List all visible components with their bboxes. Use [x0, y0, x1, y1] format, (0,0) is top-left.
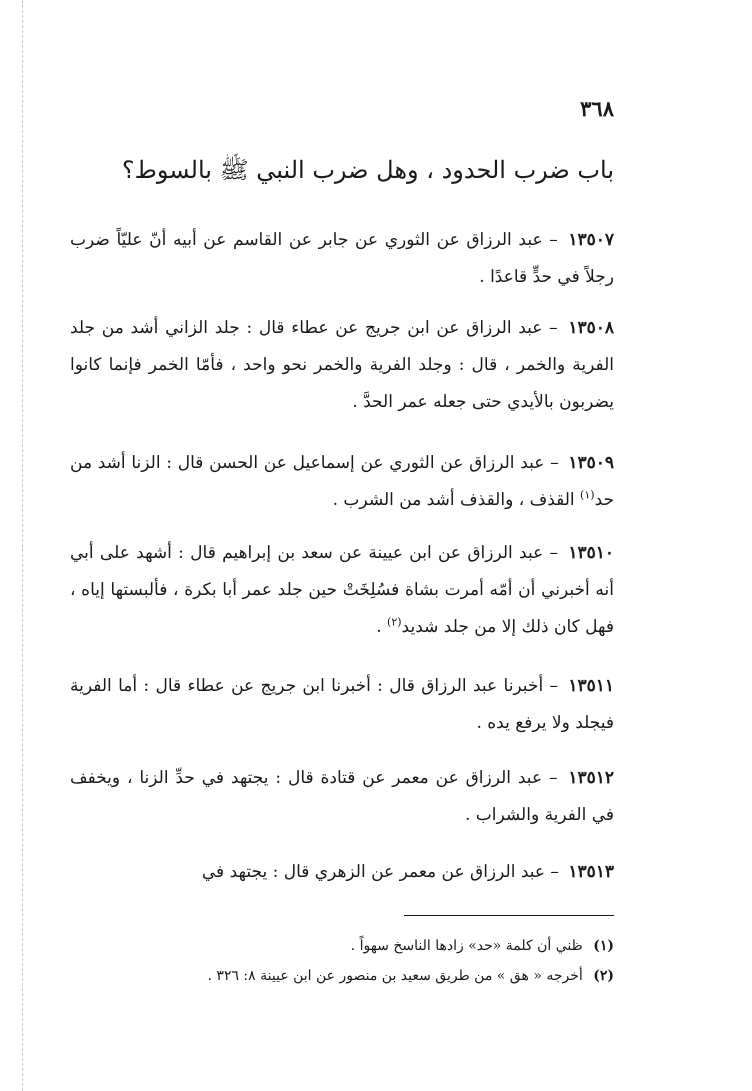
- hadith-text: – عبد الرزاق عن ابن جريج عن عطاء قال : جلد الزاني أشد من جلد الفرية والخمر ، قال : وجلد الفرية والخمر نحو واحد ، فأمّا الخمر فإنما كانوا يضربون بالأيدي حتى جعله عمر الحدَّ .: [70, 318, 614, 412]
- page-number: ٣٦٨: [580, 96, 614, 121]
- hadith-number: ١٣٥٠٩: [568, 453, 614, 473]
- hadith-text: القذف ، والقذف أشد من الشرب .: [332, 490, 581, 510]
- hadith-text: – عبد الرزاق عن الثوري عن جابر عن القاسم عن أبيه أنّ عليّاً ضرب رجلاً في حدٍّ قاعدًا .: [70, 230, 614, 287]
- hadith-number: ١٣٥١٢: [568, 768, 615, 788]
- footnote: [70, 961, 614, 991]
- hadith-text: – عبد الرزاق عن معمر عن الزهري قال : يجتهد في: [201, 862, 559, 882]
- hadith-number: ١٣٥٠٧: [568, 230, 614, 250]
- hadith-number: ١٣٥١٣: [568, 862, 614, 882]
- hadith-entry: [70, 535, 614, 646]
- footnote-reference: (٢): [387, 615, 402, 629]
- hadith-number: ١٣٥٠٨: [568, 318, 614, 338]
- hadith-entry: [70, 854, 614, 891]
- footnotes: [70, 931, 614, 991]
- book-page: [70, 0, 614, 1091]
- footnote-text: أخرجه « هق » من طريق سعيد بن منصور عن ابن عيينة ٨: ٣٢٦ .: [207, 968, 583, 984]
- hadith-number: ١٣٥١١: [568, 676, 615, 696]
- hadith-number: ١٣٥١٠: [568, 543, 615, 563]
- footnote-number: (١): [593, 938, 614, 954]
- footnote-text: ظني أن كلمة «حد» زادها الناسخ سهواً .: [350, 938, 583, 954]
- footnote: [70, 931, 614, 961]
- footnote-number: (٢): [593, 968, 614, 984]
- hadith-text: – عبد الرزاق عن ابن عيينة عن سعد بن إبراهيم قال : أشهد على أبي أنه أخبرني أن أمّه أمرت بشاة فسُلِخَتْ حين جلد عمر أبا بكرة ، فألبستها إياه ، فهل كان ذلك إلا من جلد شديد: [70, 543, 614, 637]
- chapter-title: باب ضرب الحدود ، وهل ضرب النبي ﷺ بالسوط؟: [121, 156, 614, 184]
- hadith-text: – عبد الرزاق عن معمر عن قتادة قال : يجتهد في حدِّ الزنا ، ويخفف في الفرية والشراب .: [70, 768, 614, 825]
- hadith-text: .: [376, 617, 388, 637]
- hadith-entry: [70, 222, 614, 296]
- footnote-reference: (١): [580, 488, 595, 502]
- footnote-divider: [404, 915, 614, 916]
- hadith-entry: [70, 445, 614, 519]
- hadith-entry: [70, 760, 614, 834]
- hadith-text: – أخبرنا عبد الرزاق قال : أخبرنا ابن جريج عن عطاء قال : أما الفرية فيجلد ولا يرفع يده .: [70, 676, 614, 733]
- hadith-entry: [70, 310, 614, 421]
- hadith-entry: [70, 668, 614, 742]
- margin-rule: [22, 0, 23, 1091]
- hadith-text: – عبد الرزاق عن الثوري عن إسماعيل عن الحسن قال : الزنا أشد من حد: [70, 453, 614, 510]
